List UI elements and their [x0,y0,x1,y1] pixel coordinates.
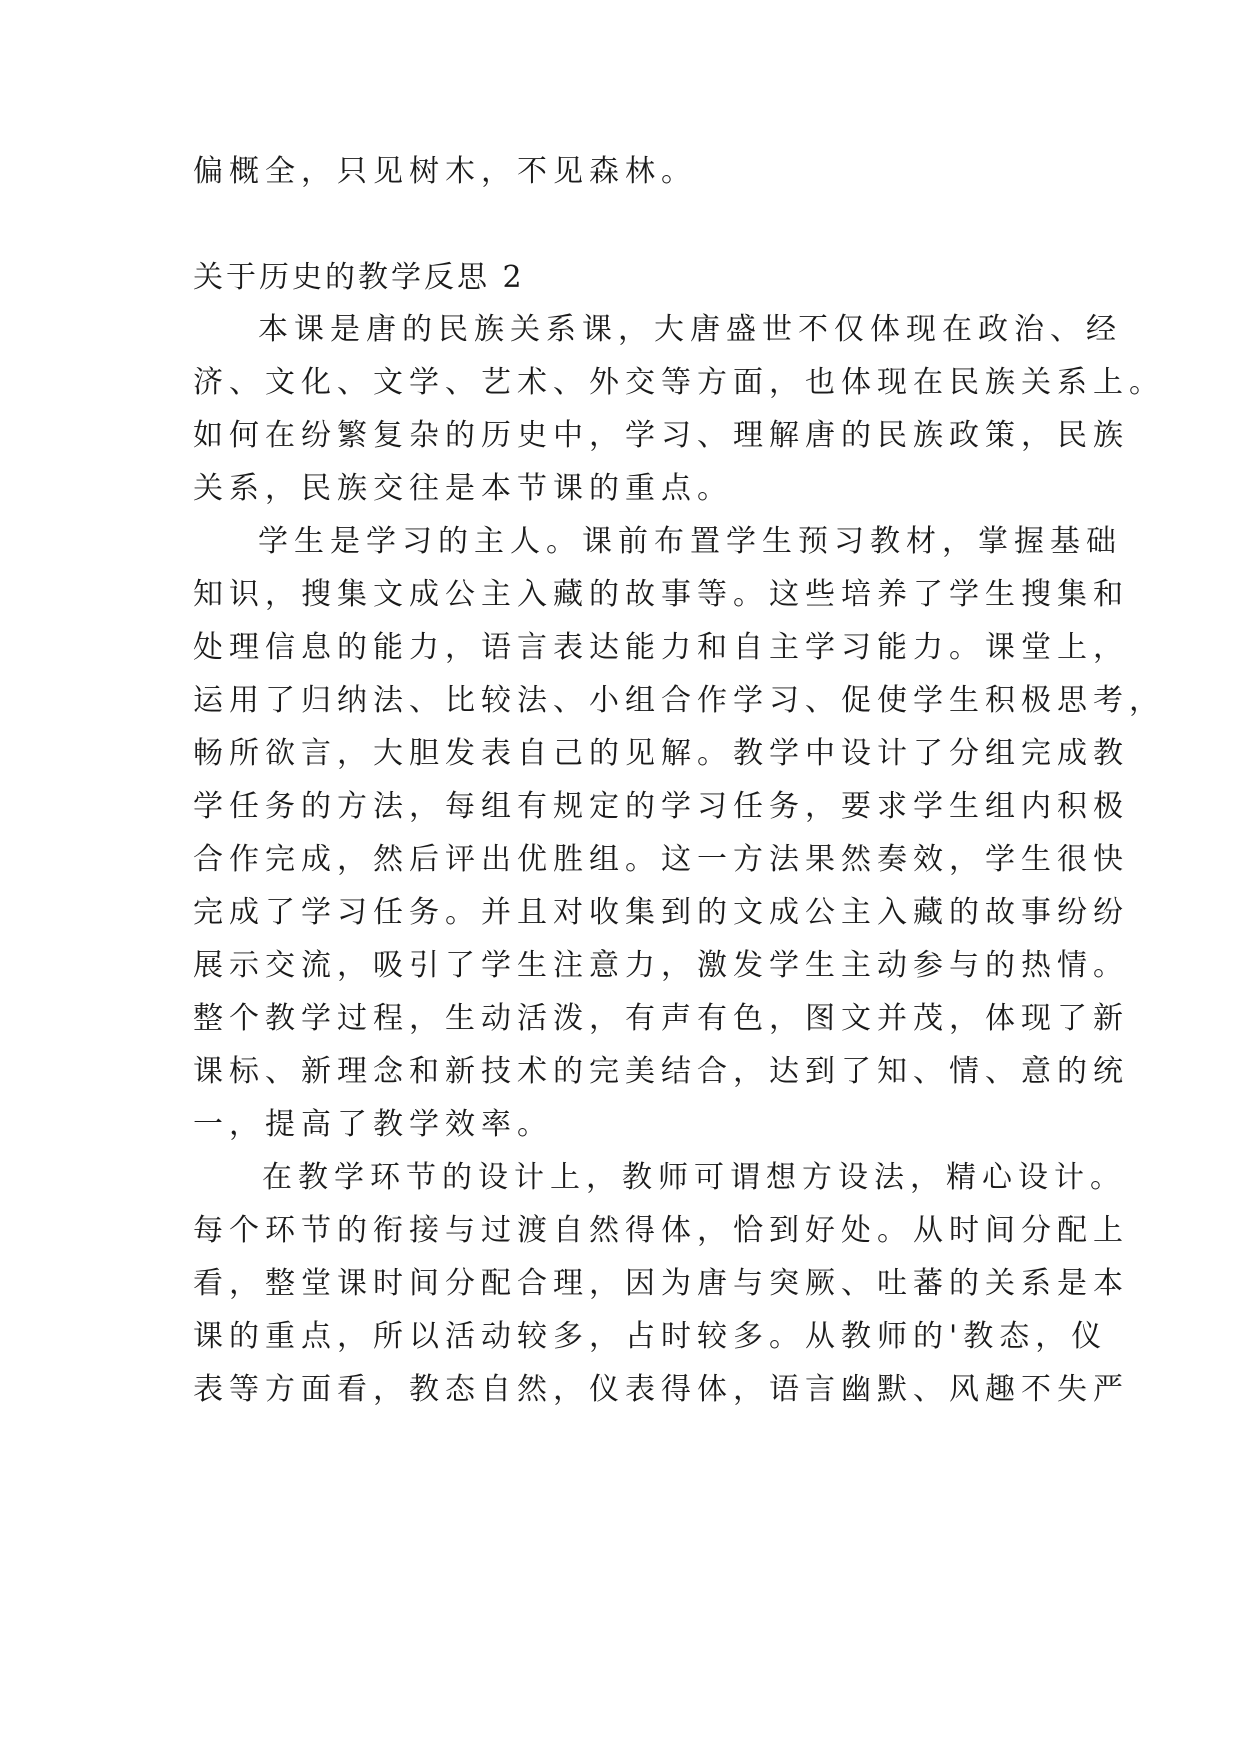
paragraph-line: 学生是学习的主人。课前布置学生预习教材，掌握基础 [258,524,1122,559]
section-title: 关于历史的教学反思 2 [193,260,525,295]
paragraph-line: 每个环节的衔接与过渡自然得体，恰到好处。从时间分配上 [193,1213,1129,1248]
paragraph-line: 课的重点，所以活动较多，占时较多。从教师的'教态，仪 [193,1319,1108,1354]
paragraph-line: 运用了归纳法、比较法、小组合作学习、促使学生积极思考， [193,683,1165,718]
continuation-line: 偏概全，只见树木，不见森林。 [193,154,697,189]
paragraph-line: 在教学环节的设计上，教师可谓想方设法，精心设计。 [262,1160,1126,1195]
paragraph-line: 学任务的方法，每组有规定的学习任务，要求学生组内积极 [193,789,1129,824]
paragraph-line: 处理信息的能力，语言表达能力和自主学习能力。课堂上， [193,630,1129,665]
paragraph-line: 如何在纷繁复杂的历史中，学习、理解唐的民族政策，民族 [193,418,1129,453]
paragraph-line: 完成了学习任务。并且对收集到的文成公主入藏的故事纷纷 [193,895,1129,930]
paragraph-line: 济、文化、文学、艺术、外交等方面，也体现在民族关系上。 [193,365,1165,400]
paragraph-line: 关系，民族交往是本节课的重点。 [193,471,733,506]
paragraph-line: 合作完成，然后评出优胜组。这一方法果然奏效，学生很快 [193,842,1129,877]
paragraph-line: 课标、新理念和新技术的完美结合，达到了知、情、意的统 [193,1054,1129,1089]
paragraph-line: 表等方面看，教态自然，仪表得体，语言幽默、风趣不失严 [193,1372,1129,1407]
paragraph-line: 畅所欲言，大胆发表自己的见解。教学中设计了分组完成教 [193,736,1129,771]
paragraph-line: 展示交流，吸引了学生注意力，激发学生主动参与的热情。 [193,948,1129,983]
paragraph-line: 整个教学过程，生动活泼，有声有色，图文并茂，体现了新 [193,1001,1129,1036]
paragraph-line: 知识，搜集文成公主入藏的故事等。这些培养了学生搜集和 [193,577,1129,612]
paragraph-line: 一，提高了教学效率。 [193,1107,553,1142]
paragraph-line: 本课是唐的民族关系课，大唐盛世不仅体现在政治、经 [258,312,1122,347]
paragraph-line: 看，整堂课时间分配合理，因为唐与突厥、吐蕃的关系是本 [193,1266,1129,1301]
